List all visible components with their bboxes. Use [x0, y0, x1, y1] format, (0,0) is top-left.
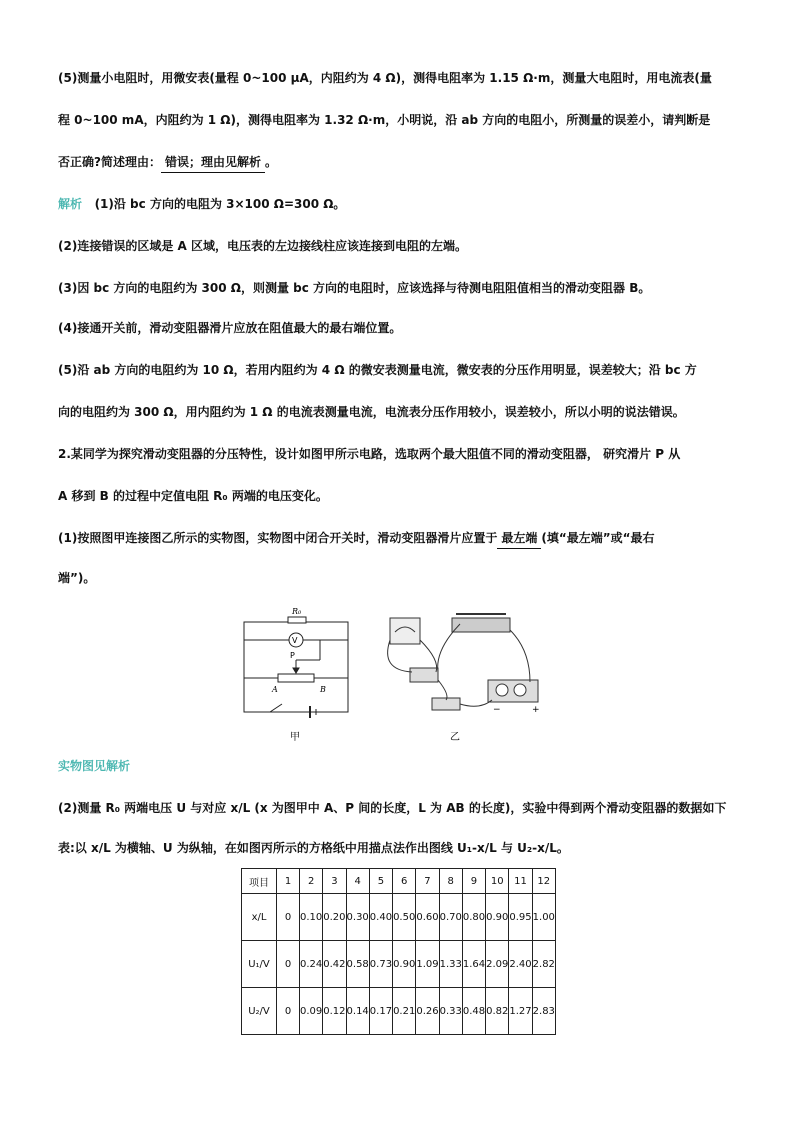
voltmeter-label: V	[292, 636, 298, 645]
table-col-5: 5	[369, 869, 392, 894]
row-xl-label: x/L	[242, 894, 277, 941]
solution-step2: (2)连接错误的区域是 A 区域，电压表的左边接线柱应该连接到电阻的左端。	[58, 239, 467, 253]
end-b-label: B	[320, 685, 326, 694]
table-col-6: 6	[393, 869, 416, 894]
cell-xl-10: 0.90	[486, 894, 509, 941]
cell-xl-8: 0.70	[439, 894, 462, 941]
q1-part5-answer: 错误；理由见解析	[161, 152, 265, 173]
cell-u2-8: 0.33	[439, 988, 462, 1035]
solution-label: 解析	[58, 197, 83, 211]
table-col-8: 8	[439, 869, 462, 894]
cell-u2-3: 0.12	[323, 988, 346, 1035]
cell-u1-11: 2.40	[509, 941, 532, 988]
cell-u1-6: 0.90	[393, 941, 416, 988]
q1-part5-line3	[58, 152, 754, 173]
table-col-2: 2	[300, 869, 323, 894]
solution-step5b: 向的电阻约为 300 Ω，用内阻约为 1 Ω 的电流表测量电流，电流表分压作用较小，误差较小，所以小明的说法错误。	[58, 405, 685, 419]
solution-step1: (1)沿 bc 方向的电阻为 3×100 Ω=300 Ω。	[94, 197, 346, 211]
table-col-3: 3	[323, 869, 346, 894]
cell-u1-5: 0.73	[369, 941, 392, 988]
data-table	[241, 868, 556, 1035]
slider-p-label: P	[290, 651, 295, 660]
q2-part1-line	[58, 528, 754, 549]
cell-u2-9: 0.48	[462, 988, 485, 1035]
table-col-9: 9	[462, 869, 485, 894]
cell-u2-1: 0	[277, 988, 300, 1035]
table-header-label: 项目	[242, 869, 277, 894]
r0-label: R₀	[292, 607, 302, 616]
cell-xl-4: 0.30	[346, 894, 369, 941]
table-col-12: 12	[532, 869, 555, 894]
cell-xl-7: 0.60	[416, 894, 439, 941]
q2-part1-answer: 最左端	[497, 528, 541, 549]
cell-u1-9: 1.64	[462, 941, 485, 988]
q2-intro-line2: A 移到 B 的过程中定值电阻 R₀ 两端的电压变化。	[58, 489, 328, 503]
cell-xl-6: 0.50	[393, 894, 416, 941]
q2-part2-line1: (2)测量 R₀ 两端电压 U 与对应 x/L (x 为图甲中 A、P 间的长度，L 为 AB 的长度)，实验中得到两个滑动变阻器的数据如下	[58, 801, 727, 815]
solution-step5a: (5)沿 ab 方向的电阻约为 10 Ω，若用内阻约为 4 Ω 的微安表测量电流，微安表的分压作用明显，误差较大；沿 bc 方	[58, 363, 697, 377]
q1-part5-line1: (5)测量小电阻时，用微安表(量程 0~100 μA，内阻约为 4 Ω)，测得电阻率为 1.15 Ω·m，测量大电阻时，用电流表(量	[58, 71, 712, 85]
q2-part1-options: (填“最左端”或“最右	[541, 531, 655, 545]
cell-xl-9: 0.80	[462, 894, 485, 941]
cell-xl-1: 0	[277, 894, 300, 941]
table-row-u2	[242, 988, 556, 1035]
q1-part5-end: 。	[264, 155, 277, 169]
q1-part5-prompt: 否正确?简述理由：	[58, 155, 161, 169]
physical-figure-hint: 实物图见解析	[58, 759, 131, 773]
table-header-row	[242, 869, 556, 894]
circuit-diagram-jia	[244, 617, 348, 718]
cell-u2-11: 1.27	[509, 988, 532, 1035]
end-a-label: A	[272, 685, 278, 694]
cell-xl-12: 1.00	[532, 894, 555, 941]
table-col-11: 11	[509, 869, 532, 894]
solution-step4: (4)接通开关前，滑动变阻器滑片应放在阻值最大的最右端位置。	[58, 321, 402, 335]
q1-part5-line2: 程 0~100 mA，内阻约为 1 Ω)，测得电阻率为 1.32 Ω·m，小明说，沿 ab 方向的电阻小，所测量的误差小，请判断是	[58, 113, 711, 127]
table-row-u1	[242, 941, 556, 988]
cell-u2-4: 0.14	[346, 988, 369, 1035]
table-col-4: 4	[346, 869, 369, 894]
cell-u2-2: 0.09	[300, 988, 323, 1035]
table-col-10: 10	[486, 869, 509, 894]
row-u1-label: U₁/V	[242, 941, 277, 988]
cell-u2-12: 2.83	[532, 988, 555, 1035]
cell-xl-2: 0.10	[300, 894, 323, 941]
figure-jia-caption: 甲	[290, 732, 300, 743]
circuit-figure	[240, 600, 560, 750]
cell-u1-12: 2.82	[532, 941, 555, 988]
cell-u2-10: 0.82	[486, 988, 509, 1035]
cell-u1-3: 0.42	[323, 941, 346, 988]
cell-u1-2: 0.24	[300, 941, 323, 988]
cell-u1-4: 0.58	[346, 941, 369, 988]
cell-u1-10: 2.09	[486, 941, 509, 988]
battery-plus-label: +	[532, 705, 540, 715]
cell-u1-7: 1.09	[416, 941, 439, 988]
cell-xl-11: 0.95	[509, 894, 532, 941]
battery-minus-label: −	[493, 705, 501, 715]
cell-u2-6: 0.21	[393, 988, 416, 1035]
solution-step3: (3)因 bc 方向的电阻约为 300 Ω，则测量 bc 方向的电阻时，应该选择与待测电阻阻值相当的滑动变阻器 B。	[58, 281, 651, 295]
q2-part1-end: 端”)。	[58, 571, 96, 585]
table-col-7: 7	[416, 869, 439, 894]
cell-xl-3: 0.20	[323, 894, 346, 941]
cell-xl-5: 0.40	[369, 894, 392, 941]
table-col-1: 1	[277, 869, 300, 894]
cell-u1-8: 1.33	[439, 941, 462, 988]
q2-part1-prompt: (1)按照图甲连接图乙所示的实物图，实物图中闭合开关时，滑动变阻器滑片应置于	[58, 531, 498, 545]
figure-yi-caption: 乙	[450, 732, 460, 743]
table-row-xl	[242, 894, 556, 941]
q2-part2-line2: 表:以 x/L 为横轴、U 为纵轴，在如图丙所示的方格纸中用描点法作出图线 U₁-x/L 与 U₂-x/L。	[58, 841, 569, 855]
physical-setup-yi	[388, 614, 538, 710]
cell-u1-1: 0	[277, 941, 300, 988]
cell-u2-7: 0.26	[416, 988, 439, 1035]
solution-line1	[58, 194, 754, 214]
row-u2-label: U₂/V	[242, 988, 277, 1035]
cell-u2-5: 0.17	[369, 988, 392, 1035]
q2-intro-line1: 2.某同学为探究滑动变阻器的分压特性，设计如图甲所示电路，选取两个最大阻值不同的滑动变阻器， 研究滑片 P 从	[58, 447, 681, 461]
